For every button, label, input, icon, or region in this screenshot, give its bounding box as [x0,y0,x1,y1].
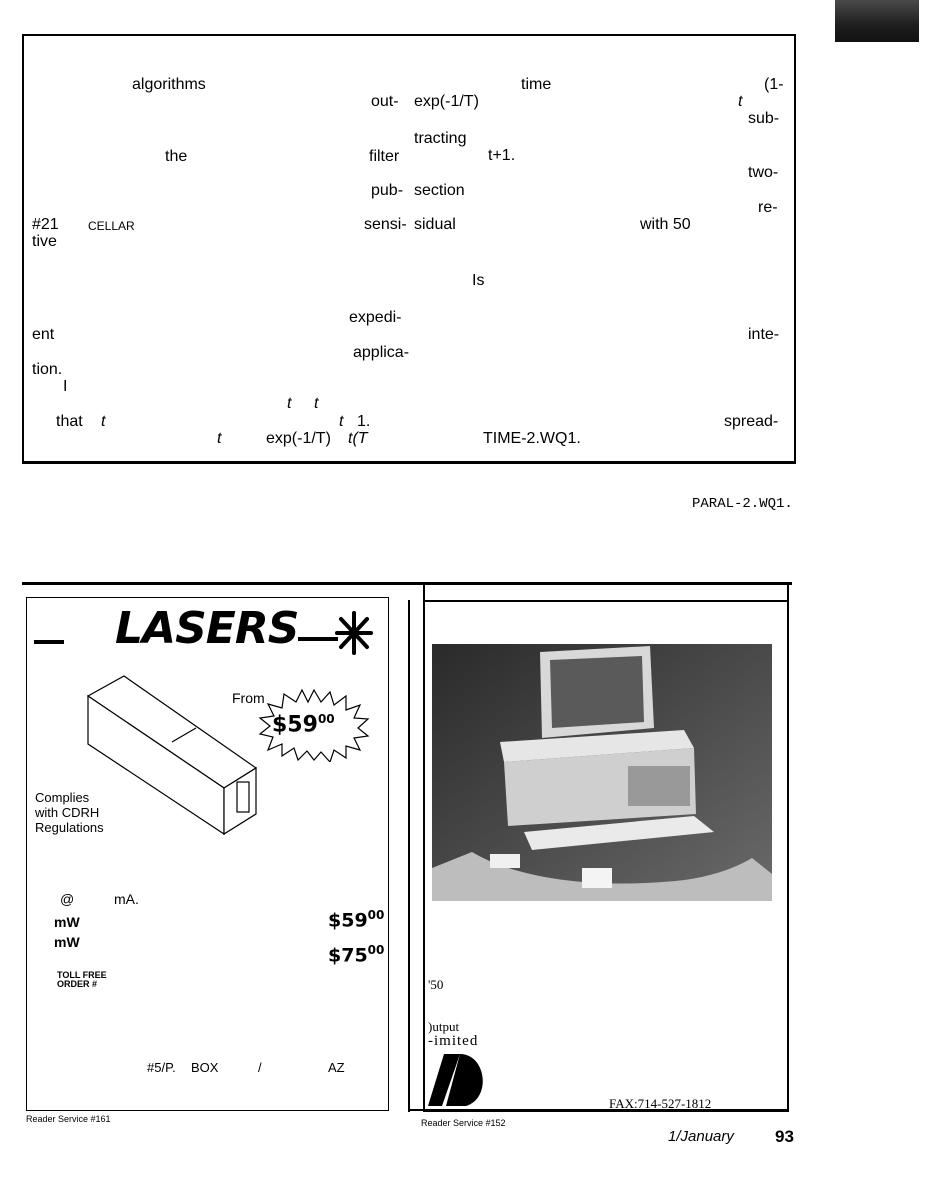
computer-photo-illustration [432,644,772,901]
starburst-price-cents: 00 [317,712,335,726]
filename-paral: PARAL-2.WQ1. [692,496,793,512]
row2-price-cents: 00 [367,943,385,957]
word: TIME-2.WQ1. [483,430,581,447]
page-number: 93 [775,1127,794,1146]
output-ad-bottom-rule [408,1109,787,1111]
compliance-line: with CDRH [35,805,100,820]
quantity-note: '50 [428,977,444,992]
word: t [738,93,743,110]
word: t [217,430,222,447]
word: pub- [371,182,404,199]
word: 1. [357,413,371,430]
ad-divider [408,600,410,1112]
word: I [63,378,68,395]
toll-free-line: ORDER # [57,979,98,989]
word: inte- [748,326,780,343]
word: with 50 [640,216,691,233]
word: #21 [32,216,59,233]
word: t+1. [488,147,516,164]
sparkle-icon [334,610,374,656]
compliance-line: Regulations [35,820,104,835]
address-part: / [258,1060,262,1075]
word: out- [371,93,399,110]
compliance-line: Complies [35,790,90,805]
address-part: AZ [328,1060,345,1075]
issue-date: 1/January [668,1128,734,1145]
row2-price [328,943,384,966]
word: filter [369,148,400,165]
word: t [101,413,106,430]
reader-service-161: Reader Service #161 [26,1114,111,1124]
title-dash-left [34,640,64,644]
computer-photo [432,644,772,901]
word: t [314,395,319,412]
address-part: BOX [191,1060,219,1075]
compliance-note [35,790,104,835]
spec-at: @ [60,891,75,907]
word: algorithms [132,76,206,93]
word: tracting [414,130,467,147]
word: re- [758,199,778,216]
output-ad-top-rule [423,600,787,602]
word: t(T [348,430,368,447]
lasers-title: LASERS [115,603,299,654]
word: (1- [764,76,784,93]
word: ent [32,326,55,343]
word: exp(-1/T) [266,430,331,447]
word: time [521,76,552,93]
reader-service-152: Reader Service #152 [421,1118,506,1128]
toll-free-label [57,971,107,989]
article-box [22,34,796,464]
address-part: #5/P. [147,1060,176,1075]
word: sensi- [364,216,407,233]
word: t [287,395,292,412]
from-label: From [232,690,265,706]
word: that [56,413,83,430]
word: expedi- [349,309,402,326]
word: two- [748,164,779,181]
row1-price-dollars: $59 [328,909,368,932]
word: tion. [32,361,63,378]
word: sub- [748,110,780,127]
word: spread- [724,413,779,430]
word: applica- [353,344,410,361]
word: sidual [414,216,456,233]
word: CELLAR [88,219,135,233]
output-limited-logo [426,1052,488,1108]
row1-unit: mW [54,914,80,930]
row1-price [328,908,384,931]
company-name-line1: )utput [428,1019,460,1034]
toll-free-line: TOLL FREE [57,970,107,980]
word: section [414,182,465,199]
word: Is [472,272,485,289]
row1-price-cents: 00 [367,908,385,922]
spec-ma: mA. [114,891,139,907]
company-name-line2: -imited [428,1033,479,1049]
word: exp(-1/T) [414,93,479,110]
corner-scan-mark [835,0,919,42]
title-dash-right [298,637,338,641]
row2-price-dollars: $75 [328,944,368,967]
starburst-price [272,712,335,737]
word: tive [32,233,57,250]
word: t [339,413,344,430]
word: the [165,148,188,165]
row2-unit: mW [54,934,80,950]
starburst-price-dollars: $59 [272,712,318,738]
fax-number: FAX:714-527-1812 [609,1096,712,1111]
